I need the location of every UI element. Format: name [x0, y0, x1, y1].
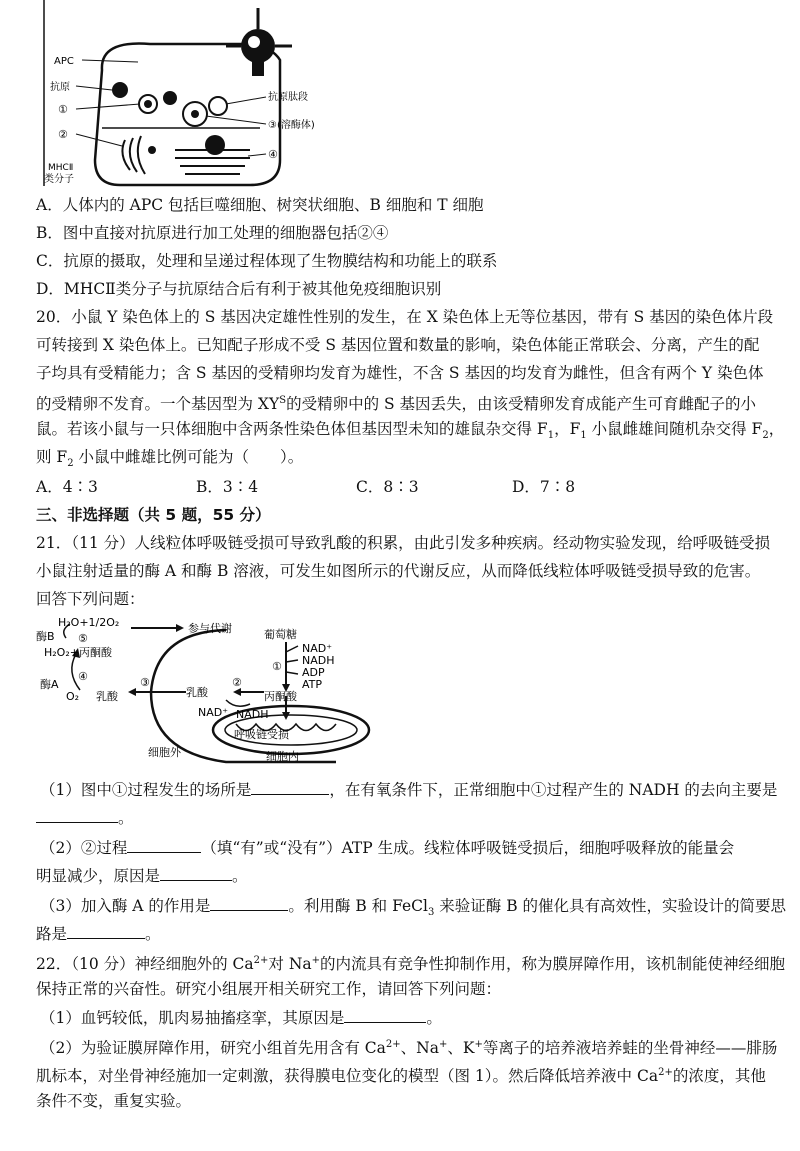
nad-plus-2-label: NAD⁺ — [198, 706, 229, 719]
oxygen-label: O₂ — [66, 690, 80, 703]
glucose-label: 葡萄糖 — [264, 628, 297, 641]
metabolism-diagram — [36, 612, 376, 772]
q19-option-d: D．MHCⅡ类分子与抗原结合后有利于被其他免疫细胞识别 — [36, 280, 442, 298]
q21-sub1-line-2: 。 — [36, 806, 134, 829]
nadh-label: NADH — [302, 654, 335, 667]
q21-sub2-line-1: （2）②过程 （填“有”或“没有”）ATP 生成。线粒体呼吸链受损后，细胞呼吸释放的能量会 — [40, 836, 734, 859]
answer-blank[interactable] — [67, 922, 145, 939]
h2o2-pyruvate-label: H₂O₂+丙酮酸 — [44, 646, 112, 659]
q21-sub2-line-2: 明显减少，原因是 。 — [36, 864, 248, 887]
step-3-label: ③ — [140, 676, 150, 689]
peptide-label: 抗原肽段 — [268, 92, 308, 103]
mhc-label: MHCⅡ — [48, 163, 74, 173]
answer-blank[interactable] — [251, 778, 329, 795]
metabolism-label: 参与代谢 — [188, 622, 232, 635]
atp-label: ATP — [302, 678, 323, 691]
q22-sub2-line-2: 肌标本，对坐骨神经施加一定刺激，获得膜电位变化的模型（图 1）。然后降低培养液中 $Ca^{2+}$的浓度，其他 — [36, 1067, 766, 1086]
q20-option-c: C．8∶3 — [356, 478, 419, 496]
step-4-label: ④ — [78, 670, 88, 683]
answer-blank[interactable] — [160, 864, 232, 881]
respiratory-chain-label: 呼吸链受损 — [234, 728, 289, 741]
lyso-label: ③(溶酶体) — [268, 120, 315, 131]
label-1: ① — [58, 103, 68, 116]
step-5-label: ⑤ — [78, 632, 88, 645]
q19-option-a: A．人体内的 APC 包括巨噬细胞、树突状细胞、B 细胞和 T 细胞 — [36, 196, 484, 214]
q20-option-b: B．3∶4 — [196, 478, 259, 496]
q19-option-c: C．抗原的摄取，处理和呈递过程体现了生物膜结构和功能上的联系 — [36, 252, 498, 270]
q21-line-2: 小鼠注射适量的酶 A 和酶 B 溶液，可发生如图所示的代谢反应，从而降低线粒体呼吸链受损导致的危害。 — [36, 562, 761, 580]
q22-sub2-line-1: （2）为验证膜屏障作用，研究小组首先用含有 $Ca^{2+}$、Na+、K+等离子的培养液培养蛙的坐骨神经——腓肠 — [40, 1039, 778, 1058]
step-1-label: ① — [272, 660, 282, 673]
section-3-heading: 三、非选择题（共 5 题，55 分） — [36, 506, 271, 524]
q22-line-1: 22．（10 分）神经细胞外的 $Ca^{2+}$对 Na+的内流具有竞争性抑制作用，称为膜屏障作用，该机制能使神经细胞 — [36, 955, 786, 974]
q21-line-1: 21．（11 分）人线粒体呼吸链受损可导致乳酸的积累，由此引发多种疾病。经动物实验发现，给呼吸链受损 — [36, 534, 771, 552]
nad-plus-label: NAD⁺ — [302, 642, 333, 655]
q21-line-3: 回答下列问题： — [36, 590, 145, 608]
enzyme-b-label: 酶B — [36, 630, 55, 643]
q20-option-a: A．4∶3 — [36, 478, 98, 496]
apc-label: APC — [54, 56, 74, 67]
step-2-label: ② — [232, 676, 242, 689]
answer-blank[interactable] — [210, 894, 288, 911]
q22-sub2-line-3: 条件不变，重复实验。 — [36, 1092, 192, 1110]
answer-blank[interactable] — [344, 1006, 426, 1023]
answer-blank[interactable] — [127, 836, 201, 853]
apc-diagram — [40, 0, 330, 190]
answer-blank[interactable] — [36, 806, 118, 823]
mhc-label-2: 类分子 — [44, 174, 74, 185]
adp-label: ADP — [302, 666, 325, 679]
q21-sub1-line-1: （1）图中①过程发生的场所是 ，在有氧条件下，正常细胞中①过程产生的 NADH 的去向主要是 — [40, 778, 777, 801]
nadh-2-label: NADH — [236, 708, 269, 721]
q20-line-1: 20．小鼠 Y 染色体上的 S 基因决定雄性性别的发生，在 X 染色体上无等位基因，带有 S 基因的染色体片段 — [36, 308, 774, 326]
q20-line-3: 子均具有受精能力；含 S 基因的受精卵均发育为雄性，不含 S 基因的均发育为雌性，但含有两个 Y 染色体 — [36, 364, 764, 382]
label-2: ② — [58, 128, 68, 141]
q20-option-d: D．7∶8 — [512, 478, 576, 496]
q20-line-4: 的受精卵不发育。一个基因型为 $XY^S$的受精卵中的 S 基因丢失，由该受精卵发育成能产生可育雌配子的小 — [36, 395, 757, 414]
pyruvate-label: 丙酮酸 — [264, 690, 297, 703]
outside-cell-label: 细胞外 — [148, 746, 181, 759]
lactic-acid-outside-label: 乳酸 — [96, 690, 118, 703]
inside-cell-label: 细胞内 — [266, 750, 299, 763]
q21-sub3-line-1: （3）加入酶 A 的作用是 。利用酶 B 和 FeCl$_3$ 来验证酶 B 的催化具有高效性，实验设计的简要思 — [40, 894, 786, 924]
q20-line-6: 则 $F_2$ 小鼠中雌雄比例可能为（ ）。 — [36, 448, 304, 470]
label-4: ④ — [268, 148, 278, 161]
water-oxygen-label: H₂O+1/2O₂ — [58, 616, 120, 629]
antigen-label: 抗原 — [50, 82, 70, 93]
q21-sub3-line-2: 路是 。 — [36, 922, 161, 945]
q22-sub1: （1）血钙较低，肌肉易抽搐痉挛，其原因是 。 — [40, 1006, 442, 1029]
q20-line-5: 鼠。若该小鼠与一只体细胞中含两条性染色体但基因型未知的雄鼠杂交得 $F_1$，$F_1$ 小鼠雌雄间随机杂交得 $F_2$， — [36, 420, 785, 442]
q20-line-2: 可转接到 X 染色体上。已知配子形成不受 S 基因位置和数量的影响，染色体能正常联会、分离，产生的配 — [36, 336, 760, 354]
q22-line-2: 保持正常的兴奋性。研究小组展开相关研究工作，请回答下列问题： — [36, 980, 502, 998]
lactic-acid-inside-label: 乳酸 — [186, 686, 208, 699]
enzyme-a-label: 酶A — [40, 678, 59, 691]
q19-option-b: B．图中直接对抗原进行加工处理的细胞器包括②④ — [36, 224, 389, 242]
